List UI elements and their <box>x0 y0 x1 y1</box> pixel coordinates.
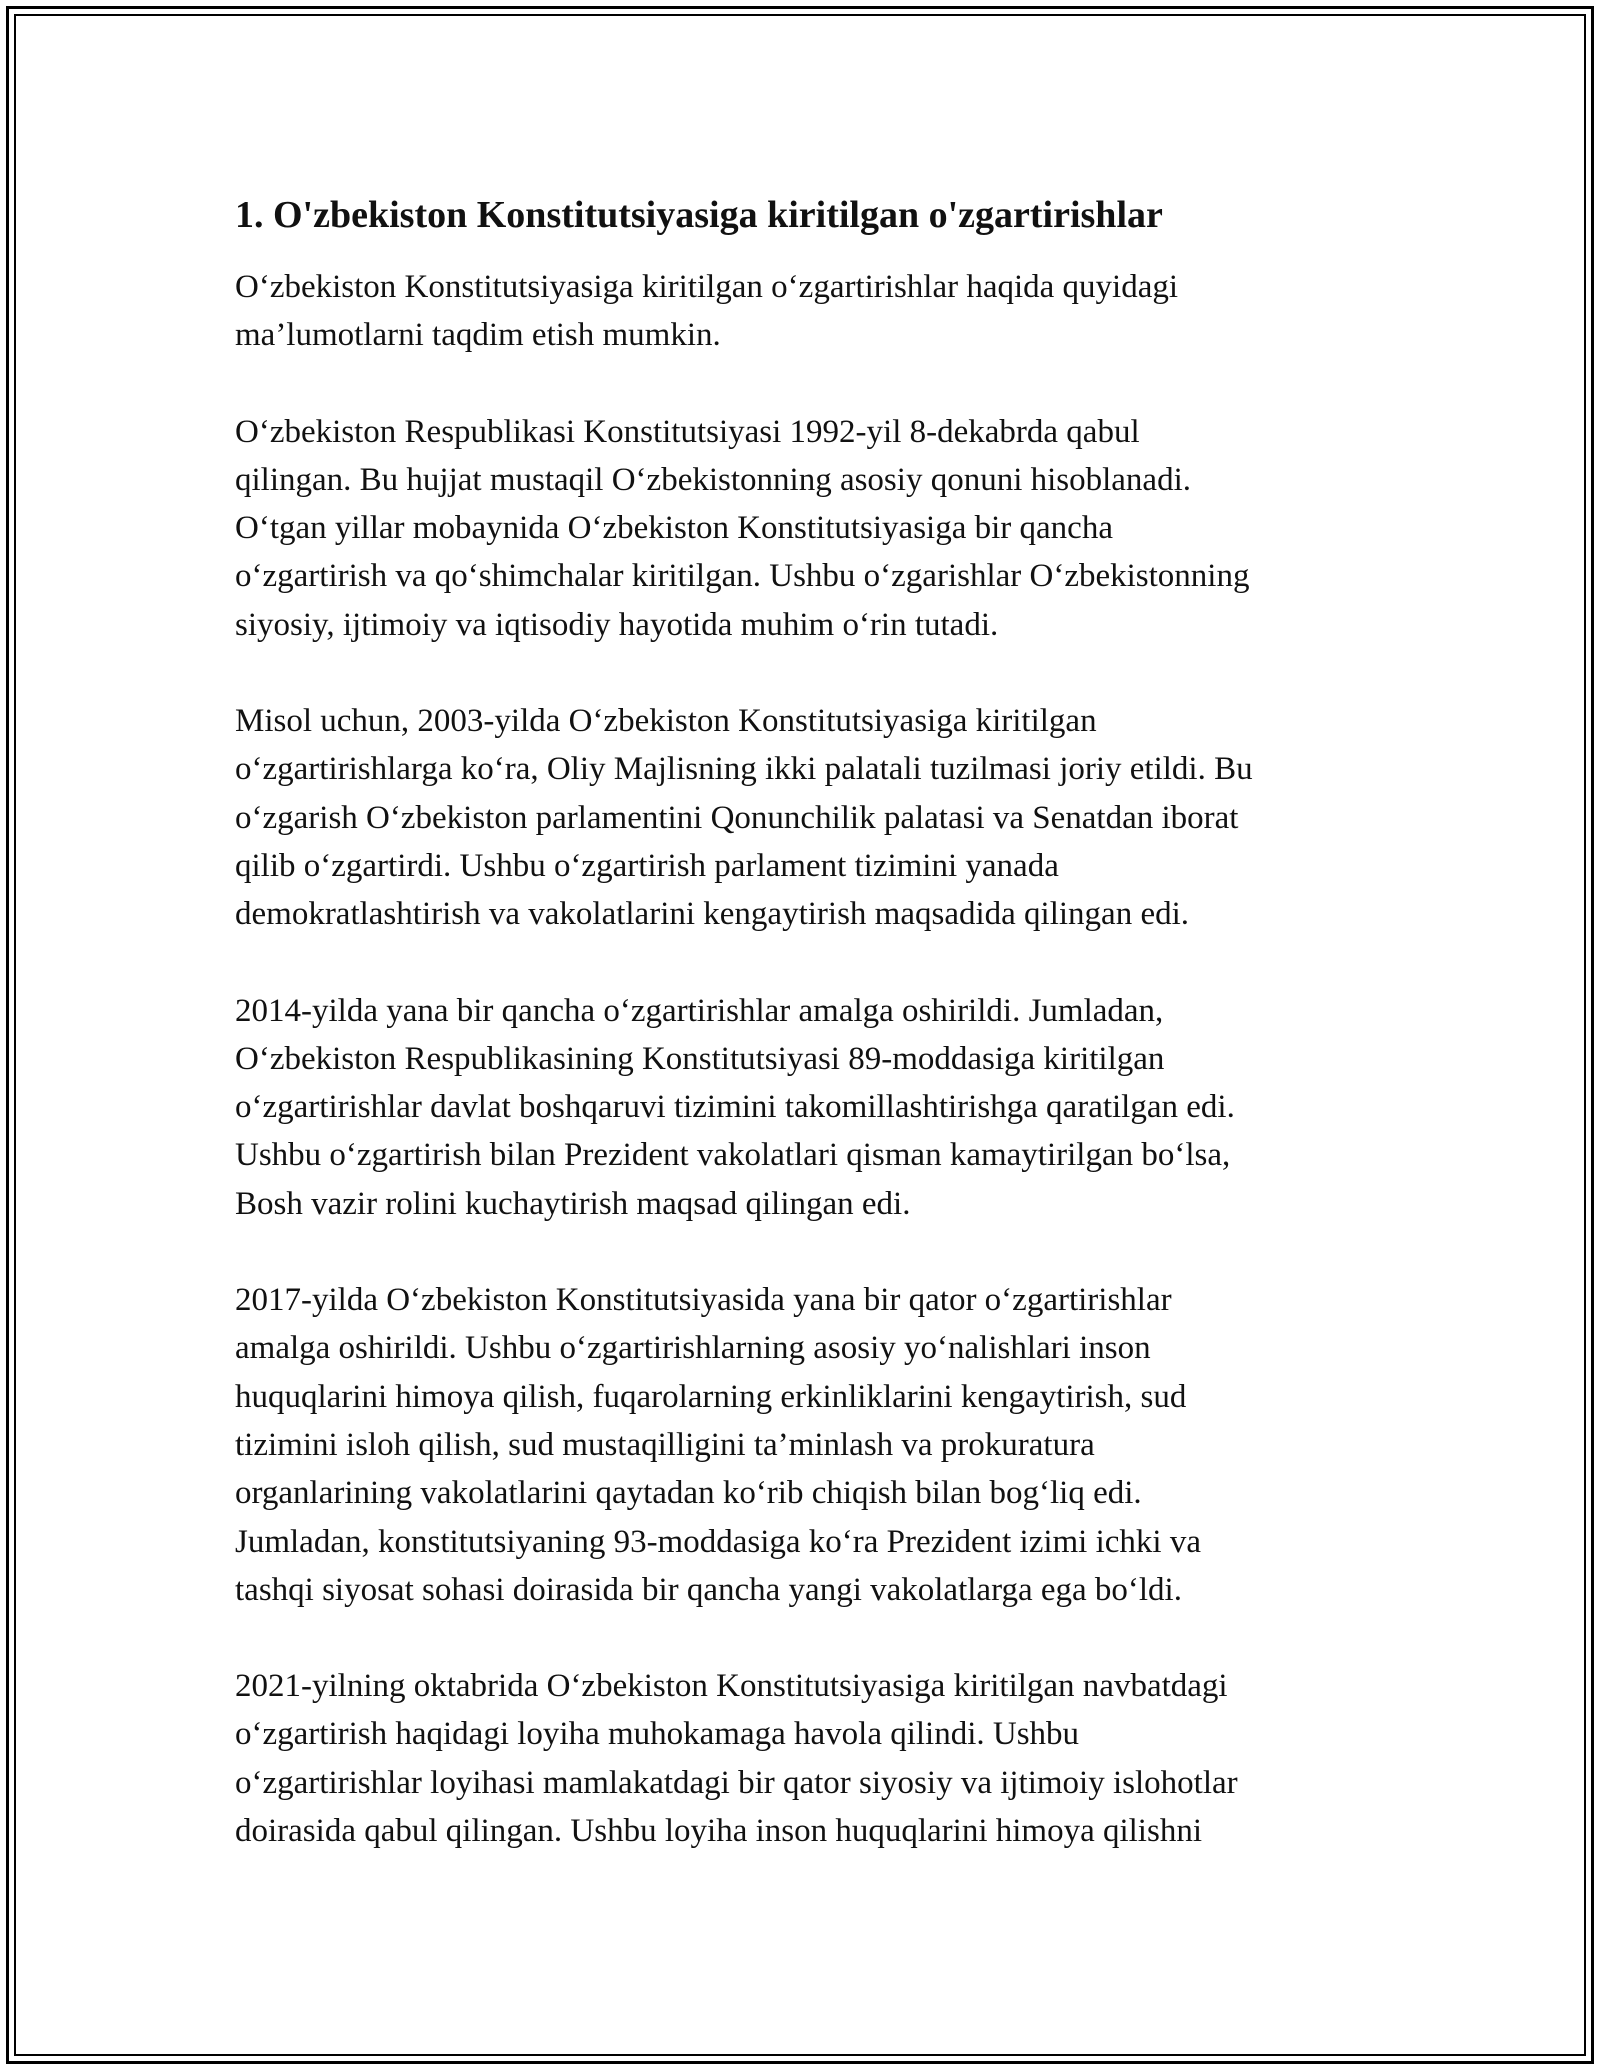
text-line: tashqi siyosat sohasi doirasida bir qancha yangi vakolatlarga ega bo‘ldi. <box>235 1571 1182 1608</box>
text-line: o‘zgartirish haqidagi loyiha muhokamaga havola qilindi. Ushbu <box>235 1716 1080 1753</box>
text-line: doirasida qabul qilingan. Ushbu loyiha inson huquqlarini himoya qilishni <box>235 1813 1202 1850</box>
text-line: o‘zgartirishlar loyihasi mamlakatdagi bir qator siyosiy va ijtimoiy islohotlar <box>235 1764 1238 1801</box>
text-line: 2017-yilda O‘zbekiston Konstitutsiyasida yana bir qator o‘zgartirishlar <box>235 1282 1172 1319</box>
text-line: 2014-yilda yana bir qancha o‘zgartirishlar amalga oshirildi. Jumladan, <box>235 992 1164 1029</box>
document-title: 1. O'zbekiston Konstitutsiyasiga kiritilgan o'zgartirishlar <box>235 194 1163 236</box>
text-line: O‘zbekiston Konstitutsiyasiga kiritilgan o‘zgartirishlar haqida quyidagi <box>235 269 1179 305</box>
paragraph-2003 <box>235 697 1375 938</box>
text-line: o‘zgartirishlarga ko‘ra, Oliy Majlisning ikki palatali tuzilmasi joriy etildi. Bu <box>235 751 1253 788</box>
text-line: qilib o‘zgartirdi. Ushbu o‘zgartirish parlament tizimini yanada <box>235 847 1059 884</box>
text-line: Misol uchun, 2003-yilda O‘zbekiston Konstitutsiyasiga kiritilgan <box>235 703 1097 740</box>
paragraph-1992 <box>235 408 1375 649</box>
text-line: amalga oshirildi. Ushbu o‘zgartirishlarning asosiy yo‘nalishlari inson <box>235 1330 1151 1367</box>
text-line: huquqlarini himoya qilish, fuqarolarning erkinliklarini kengaytirish, sud <box>235 1378 1187 1415</box>
text-line: o‘zgartirishlar davlat boshqaruvi tizimini takomillashtirishga qaratilgan edi. <box>235 1089 1235 1126</box>
paragraph-2017 <box>235 1276 1375 1614</box>
paragraph-intro <box>235 263 1375 360</box>
text-line: o‘zgartirish va qo‘shimchalar kiritilgan. Ushbu o‘zgarishlar O‘zbekistonning <box>235 558 1250 595</box>
text-line: O‘zbekiston Respublikasi Konstitutsiyasi 1992-yil 8-dekabrda qabul <box>235 413 1140 450</box>
text-line: Bosh vazir rolini kuchaytirish maqsad qilingan edi. <box>235 1185 911 1222</box>
text-line: organlarining vakolatlarini qaytadan ko‘rib chiqish bilan bog‘liq edi. <box>235 1475 1142 1512</box>
text-line: 2021-yilning oktabrida O‘zbekiston Konstitutsiyasiga kiritilgan navbatdagi <box>235 1668 1228 1705</box>
text-line: o‘zgarish O‘zbekiston parlamentini Qonunchilik palatasi va Senatdan iborat <box>235 799 1239 836</box>
document-body <box>235 187 1375 1903</box>
text-line: Ushbu o‘zgartirish bilan Prezident vakolatlari qisman kamaytirilgan bo‘lsa, <box>235 1137 1231 1174</box>
text-line: demokratlashtirish va vakolatlarini kengaytirish maqsadida qilingan edi. <box>235 896 1190 933</box>
paragraph-2021 <box>235 1662 1375 1855</box>
text-line: ma’lumotlarni taqdim etish mumkin. <box>235 317 721 354</box>
text-line: O‘tgan yillar mobaynida O‘zbekiston Konstitutsiyasiga bir qancha <box>235 510 1113 547</box>
text-line: O‘zbekiston Respublikasining Konstitutsiyasi 89-moddasiga kiritilgan <box>235 1040 1165 1077</box>
paragraph-2014 <box>235 987 1375 1228</box>
text-line: siyosiy, ijtimoiy va iqtisodiy hayotida muhim o‘rin tutadi. <box>235 606 999 643</box>
text-line: qilingan. Bu hujjat mustaqil O‘zbekistonning asosiy qonuni hisoblanadi. <box>235 461 1192 498</box>
text-line: tizimini isloh qilish, sud mustaqilligini ta’minlash va prokuratura <box>235 1426 1095 1463</box>
text-line: Jumladan, konstitutsiyaning 93-moddasiga ko‘ra Prezident izimi ichki va <box>235 1523 1201 1560</box>
